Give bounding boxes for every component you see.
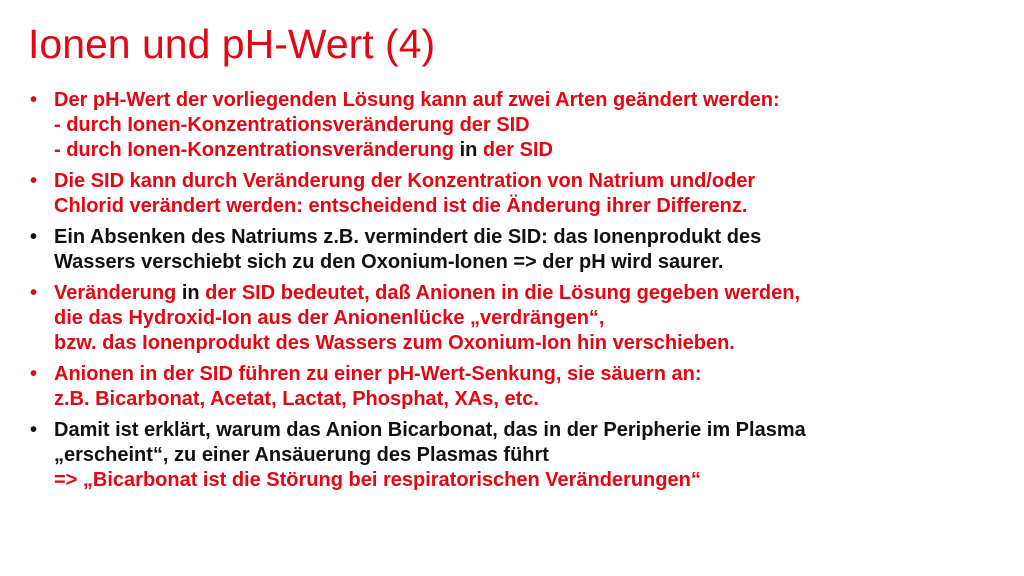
bullet-line: [54, 194, 1008, 219]
bullet-list: [28, 88, 1008, 499]
bullet-dot-icon: •: [30, 282, 38, 304]
bullet-line: [54, 387, 1008, 412]
bullet-item-ph-lowering: [28, 362, 1008, 412]
bullet-text: - durch Ionen-Konzentrationsveränderung der SID: [54, 114, 530, 136]
bullet-text-emphasis: in: [176, 282, 206, 304]
bullet-text: Veränderung: [54, 282, 177, 304]
bullet-line: [54, 225, 1008, 250]
bullet-text: z.B. Bicarbonat, Acetat, Lactat, Phosphat, XAs, etc.: [54, 388, 539, 410]
bullet-dot-icon: •: [30, 419, 38, 441]
bullet-text: der SID: [482, 139, 553, 161]
bullet-line: [54, 306, 1008, 331]
bullet-dot-icon: •: [30, 363, 38, 385]
bullet-line: [54, 113, 1008, 138]
slide-title: Ionen und pH-Wert (4): [28, 21, 436, 67]
bullet-text: - durch Ionen-Konzentrationsveränderung: [54, 139, 455, 161]
bullet-line: [54, 281, 1008, 306]
bullet-text: Damit ist erklärt, warum das Anion Bicarbonat, das in der Peripherie im Plasma: [54, 419, 806, 441]
bullet-line: [54, 468, 1008, 493]
bullet-text: „erscheint“, zu einer Ansäuerung des Plasmas führt: [54, 444, 549, 466]
bullet-text-emphasis: in: [454, 139, 483, 161]
bullet-item-sodium-lowering: [28, 225, 1008, 275]
bullet-text: Die SID kann durch Veränderung der Konzentration von Natrium und/oder: [54, 170, 756, 192]
bullet-item-sid-change: [28, 88, 1008, 163]
bullet-line: [54, 443, 1008, 468]
bullet-line: [54, 88, 1008, 113]
bullet-text: Der pH-Wert der vorliegenden Lösung kann auf zwei Arten geändert werden:: [54, 89, 780, 111]
bullet-item-bicarbonate: [28, 418, 1008, 493]
bullet-text: Ein Absenken des Natriums z.B. vermindert die SID: das Ionenprodukt des: [54, 226, 762, 248]
bullet-text: bzw. das Ionenprodukt des Wassers zum Oxonium-Ion hin verschieben.: [54, 332, 735, 354]
bullet-line: [54, 250, 1008, 275]
bullet-text: => „Bicarbonat ist die Störung bei respiratorischen Veränderungen“: [54, 469, 701, 491]
bullet-dot-icon: •: [30, 226, 38, 248]
bullet-text: der SID bedeutet, daß Anionen in die Lösung gegeben werden,: [205, 282, 801, 304]
bullet-line: [54, 138, 1008, 163]
bullet-line: [54, 362, 1008, 387]
bullet-dot-icon: •: [30, 170, 38, 192]
bullet-text: Anionen in der SID führen zu einer pH-Wert-Senkung, sie säuern an:: [54, 363, 702, 385]
bullet-text: Wassers verschiebt sich zu den Oxonium-Ionen => der pH wird saurer.: [54, 251, 724, 273]
bullet-text: die das Hydroxid-Ion aus der Anionenlücke „verdrängen“,: [54, 307, 605, 329]
bullet-dot-icon: •: [30, 89, 38, 111]
bullet-item-anions-added: [28, 281, 1008, 356]
bullet-item-sodium-chloride: [28, 169, 1008, 219]
bullet-line: [54, 331, 1008, 356]
bullet-line: [54, 169, 1008, 194]
bullet-text: Chlorid verändert werden: entscheidend ist die Änderung ihrer Differenz.: [54, 195, 748, 217]
bullet-line: [54, 418, 1008, 443]
